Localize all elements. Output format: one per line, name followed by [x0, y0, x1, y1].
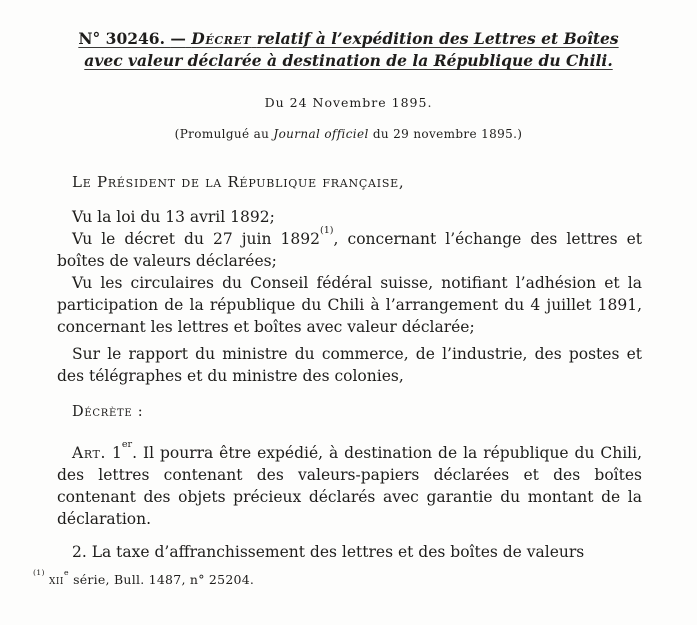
journal-officiel-name: Journal officiel	[273, 126, 369, 141]
footnote-series-ordinal: e	[64, 568, 69, 578]
footnote-reference: (1)	[319, 225, 334, 237]
decree-body	[57, 171, 642, 563]
decree-title	[73, 28, 625, 73]
footnote-reference-text: série, Bull. 1487, n° 25204.	[73, 572, 255, 587]
footnote-marker: (1)	[33, 568, 45, 578]
rapport-clause: Sur le rapport du ministre du commerce, de l’industrie, des postes et des télégraphes et du ministre des colonies,	[57, 344, 642, 385]
decrete-heading: Décrète :	[72, 403, 144, 420]
recital-decret-text-a: Vu le décret du 27 juin 1892	[72, 229, 320, 248]
decree-word: Décret	[191, 29, 252, 48]
recital-loi: Vu la loi du 13 avril 1892;	[72, 207, 275, 226]
article-1	[57, 439, 642, 530]
title-dash: —	[170, 29, 186, 48]
decree-subject: relatif à l’expédition des Lettres et Boîtes avec valeur déclarée à destination de la République du Chili.	[84, 29, 619, 71]
document-header	[0, 28, 697, 141]
salutation: Le Président de la République française,	[72, 172, 405, 191]
promulgation-line	[0, 127, 697, 141]
article-1-text: . Il pourra être expédié, à destination de la république du Chili, des lettres contenant des valeurs-papiers déclarées et des boîtes contenant des objets précieux déclarés avec garantie du montant de la déclaration.	[57, 443, 642, 528]
article-2: 2. La taxe d’affranchissement des lettres et des boîtes de valeurs	[72, 542, 585, 561]
promulgation-close: du 29 novembre 1895.)	[372, 126, 523, 141]
footnote	[33, 568, 255, 587]
article-1-number: 1	[111, 443, 122, 462]
decree-date: Du 24 Novembre 1895.	[264, 94, 433, 110]
article-1-label: Art.	[72, 443, 107, 462]
article-1-ordinal: er	[121, 439, 133, 451]
promulgation-open: (Promulgué au	[174, 126, 270, 141]
footnote-series: xii	[48, 572, 64, 587]
recital-decret	[57, 225, 642, 272]
recital-decret-text-b: , concernant l’échange des lettres et boîtes de valeurs déclarées;	[57, 229, 642, 270]
recital-circulaires: Vu les circulaires du Conseil fédéral suisse, notifiant l’adhésion et la participation de la république du Chili à l’arrangement du 4 juillet 1891, concernant les lettres et boîtes avec valeur déclarée;	[57, 273, 642, 336]
decree-number: N° 30246.	[78, 29, 165, 48]
